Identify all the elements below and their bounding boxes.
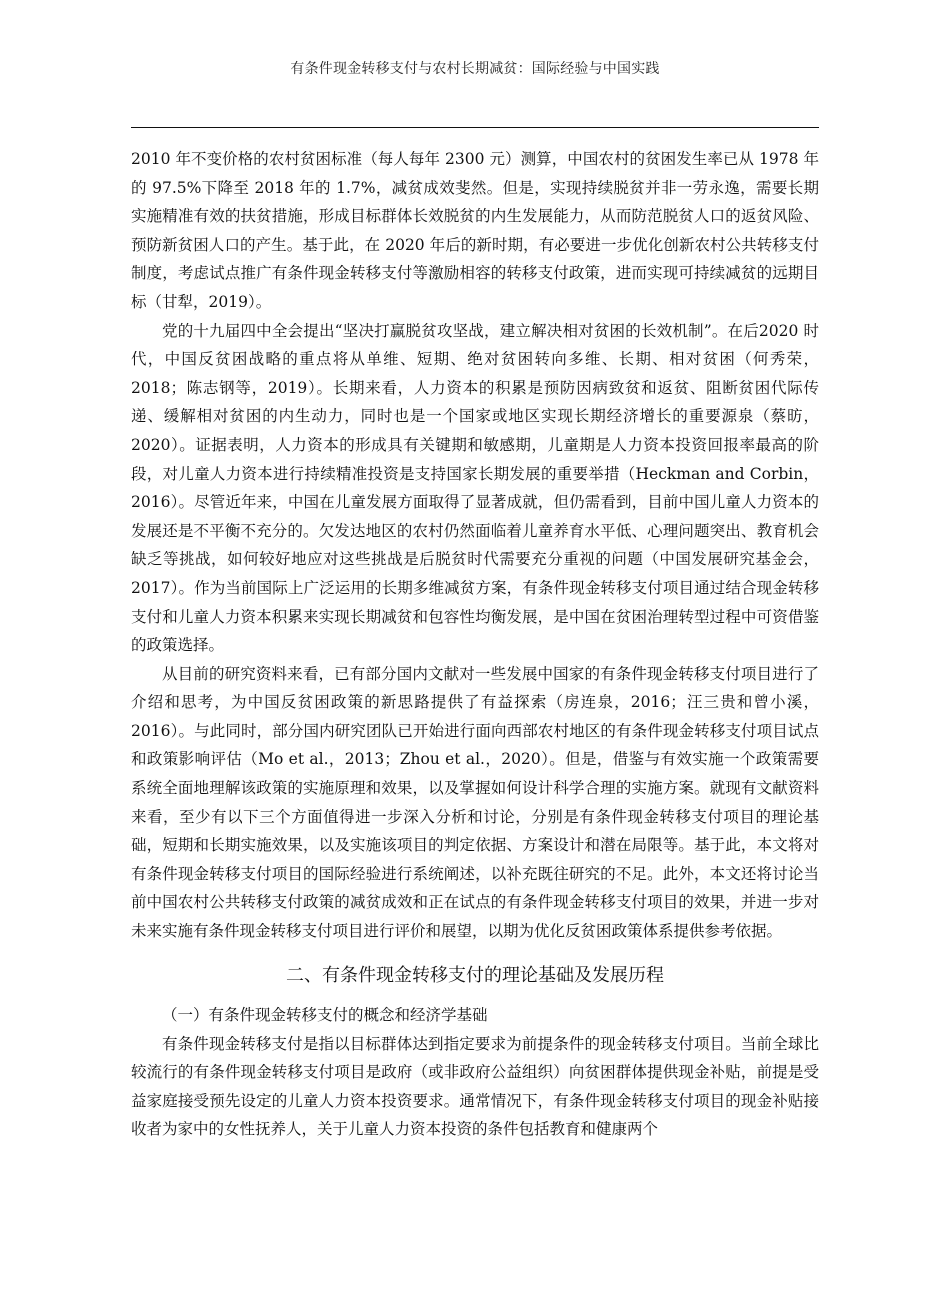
body-text (131, 145, 819, 1144)
section-heading: 二、有条件现金转移支付的理论基础及发展历程 (286, 964, 664, 986)
header-divider (131, 127, 819, 128)
subsection-heading: （一）有条件现金转移支付的概念和经济学基础 (162, 1005, 488, 1024)
running-header: 有条件现金转移支付与农村长期减贫：国际经验与中国实践 (290, 61, 660, 77)
paragraph-continuation: 2010 年不变价格的农村贫困标准（每人每年 2300 元）测算，中国农村的贫困发生率已从 1978 年的 97.5%下降至 2018 年的 1.7%，减贫成效斐然。但是，实现持续脱贫并非一劳永逸，需要长期实施精准有效的扶贫措施，形成目标群体长效脱贫的内生发展能力，从而防范脱贫人口的返贫风险、预防新贫困人口的产生。基于此，在 2020 年后的新时期，有必要进一步优化创新农村公共转移支付制度，考虑试点推广有条件现金转移支付等激励相容的转移支付政策，进而实现可持续减贫的远期目标（甘犁，2019）。 (131, 150, 819, 311)
paragraph-definition: 有条件现金转移支付是指以目标群体达到指定要求为前提条件的现金转移支付项目。当前全球比较流行的有条件现金转移支付项目是政府（或非政府公益组织）向贫困群体提供现金补贴，前提是受益家庭接受预先设定的儿童人力资本投资要求。通常情况下，有条件现金转移支付项目的现金补贴接收者为家中的女性抚养人，关于儿童人力资本投资的条件包括教育和健康两个 (131, 1034, 819, 1139)
paragraph-human-capital: 党的十九届四中全会提出“坚决打赢脱贫攻坚战，建立解决相对贫困的长效机制”。在后2020 时代，中国反贫困战略的重点将从单维、短期、绝对贫困转向多维、长期、相对贫困（何秀荣，2018；陈志钢等，2019）。长期来看，人力资本的积累是预防因病致贫和返贫、阻断贫困代际传递、缓解相对贫困的内生动力，同时也是一个国家或地区实现长期经济增长的重要源泉（蔡昉，2020）。证据表明，人力资本的形成具有关键期和敏感期，儿童期是人力资本投资回报率最高的阶段，对儿童人力资本进行持续精准投资是支持国家长期发展的重要举措（Heckman and Corbin，2016）。尽管近年来，中国在儿童发展方面取得了显著成就，但仍需看到，目前中国儿童人力资本的发展还是不平衡不充分的。欠发达地区的农村仍然面临着儿童养育水平低、心理问题突出、教育机会缺乏等挑战，如何较好地应对这些挑战是后脱贫时代需要充分重视的问题（中国发展研究基金会，2017）。作为当前国际上广泛运用的长期多维减贫方案，有条件现金转移支付项目通过结合现金转移支付和儿童人力资本积累来实现长期减贫和包容性均衡发展，是中国在贫困治理转型过程中可资借鉴的政策选择。 (131, 321, 819, 655)
paragraph-literature: 从目前的研究资料来看，已有部分国内文献对一些发展中国家的有条件现金转移支付项目进行了介绍和思考，为中国反贫困政策的新思路提供了有益探索（房连泉，2016；汪三贵和曾小溪，2016）。与此同时，部分国内研究团队已开始进行面向西部农村地区的有条件现金转移支付项目试点和政策影响评估（Mo et al.，2013；Zhou et al.，2020）。但是，借鉴与有效实施一个政策需要系统全面地理解该政策的实施原理和效果，以及掌握如何设计科学合理的实施方案。就现有文献资料来看，至少有以下三个方面值得进一步深入分析和讨论，分别是有条件现金转移支付项目的理论基础，短期和长期实施效果，以及实施该项目的判定依据、方案设计和潜在局限等。基于此，本文将对有条件现金转移支付项目的国际经验进行系统阐述，以补充既往研究的不足。此外，本文还将讨论当前中国农村公共转移支付政策的减贫成效和正在试点的有条件现金转移支付项目的效果，并进一步对未来实施有条件现金转移支付项目进行评价和展望，以期为优化反贫困政策体系提供参考依据。 (131, 664, 819, 941)
